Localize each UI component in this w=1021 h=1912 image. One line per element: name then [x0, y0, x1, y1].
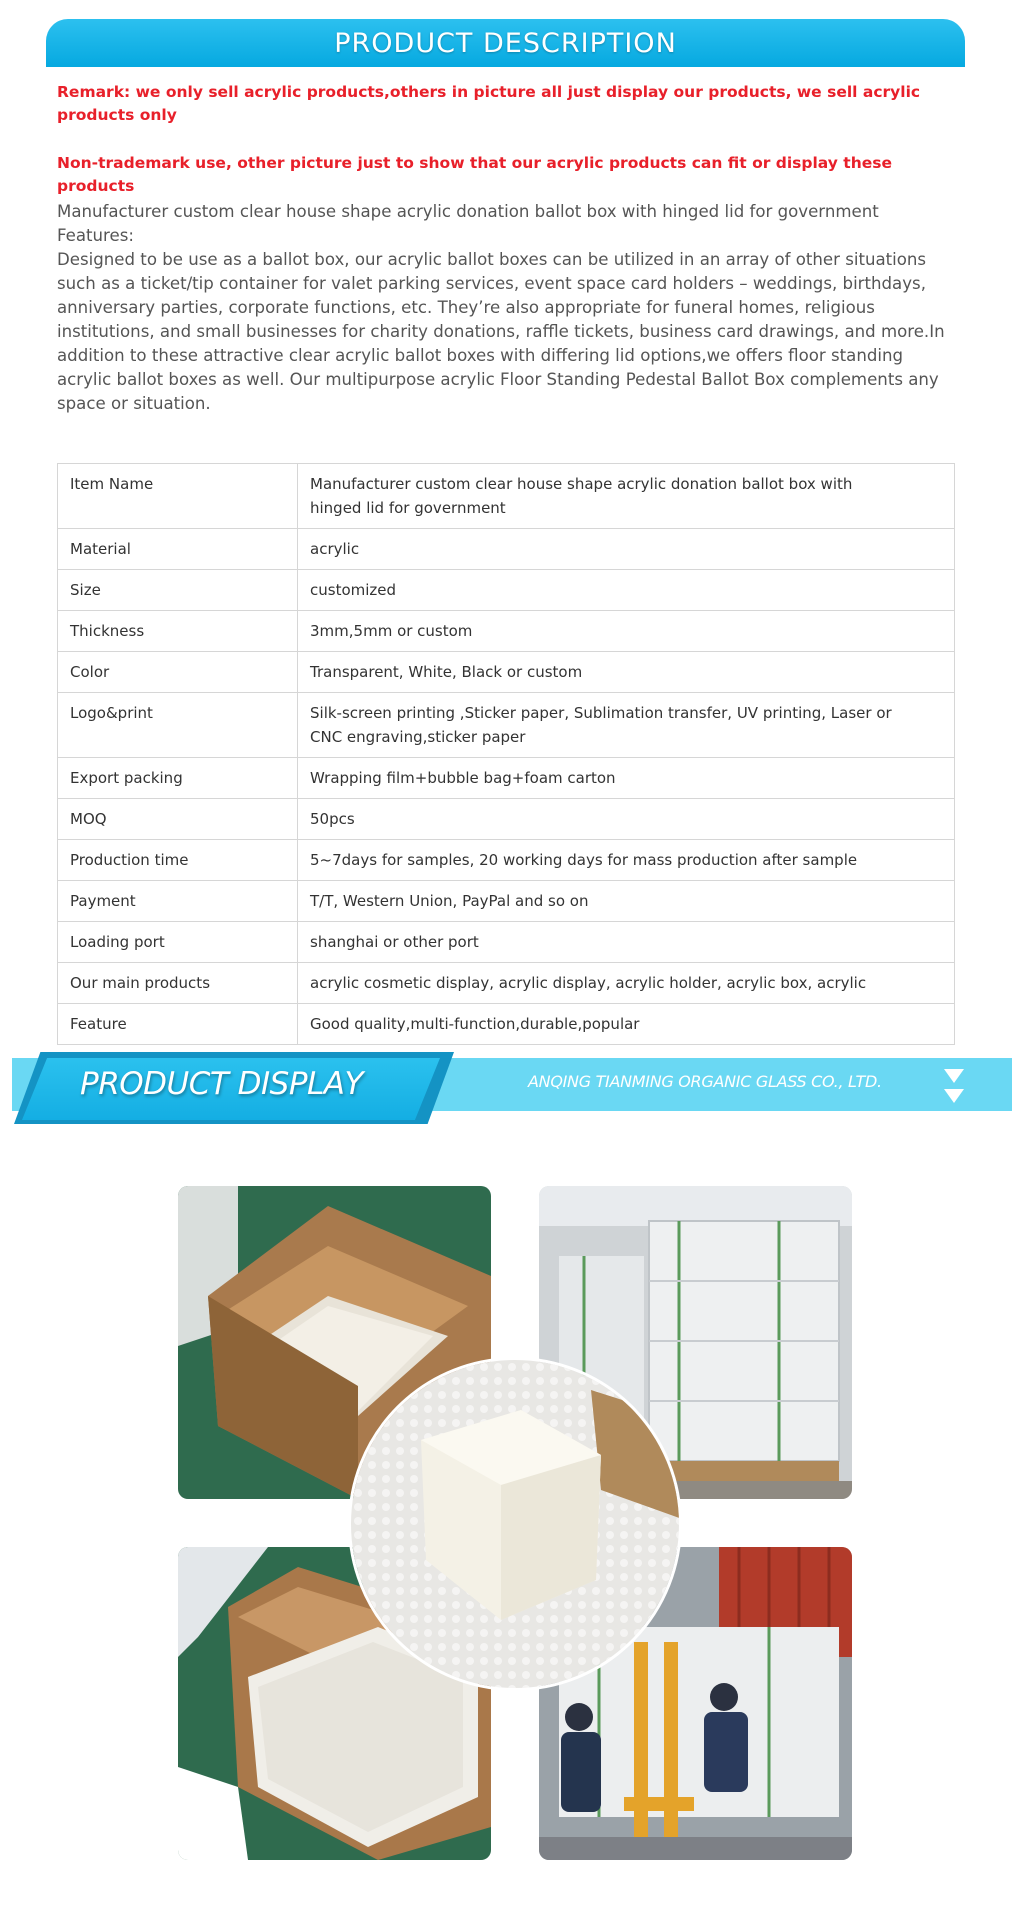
- table-row: [58, 799, 955, 840]
- description-title: PRODUCT DESCRIPTION: [334, 27, 677, 59]
- spec-key: Feature: [58, 1004, 298, 1045]
- display-title: PRODUCT DISPLAY: [80, 1066, 363, 1102]
- remark-text: Remark: we only sell acrylic products,others in picture all just display our products, we sell acrylic products only: [57, 83, 921, 124]
- spec-value: 3mm,5mm or custom: [298, 611, 955, 652]
- table-row: [58, 464, 955, 529]
- table-row: [58, 652, 955, 693]
- spec-key: MOQ: [58, 799, 298, 840]
- bubble-wrapped-box-photo: [348, 1357, 682, 1691]
- spec-key: Logo&print: [58, 693, 298, 758]
- spec-value: T/T, Western Union, PayPal and so on: [298, 881, 955, 922]
- table-row: [58, 529, 955, 570]
- spec-key: Size: [58, 570, 298, 611]
- spec-value: customized: [298, 570, 955, 611]
- product-display-banner: [0, 1052, 1021, 1124]
- table-row: [58, 881, 955, 922]
- intro-body: Designed to be use as a ballot box, our acrylic ballot boxes can be utilized in an array of other situations such as a ticket/tip container for valet parking services, event space card holders – weddings, birthdays, anniversary parties, corporate functions, etc. They’re also appropriate for funeral homes, religious institutions, and small businesses for charity donations, raffle tickets, business card drawings, and more.In addition to these attractive clear acrylic ballot boxes with differing lid options,we offers floor standing acrylic ballot boxes as well. Our multipurpose acrylic Floor Standing Pedestal Ballot Box complements any space or situation.: [57, 250, 945, 413]
- table-row: [58, 1004, 955, 1045]
- spec-value: 50pcs: [298, 799, 955, 840]
- spec-key: Export packing: [58, 758, 298, 799]
- spec-table: [57, 463, 955, 1045]
- spec-value: acrylic cosmetic display, acrylic display, acrylic holder, acrylic box, acrylic: [298, 963, 955, 1004]
- table-row: [58, 840, 955, 881]
- table-row: [58, 758, 955, 799]
- table-row: [58, 693, 955, 758]
- spec-key: Our main products: [58, 963, 298, 1004]
- spec-key: Production time: [58, 840, 298, 881]
- spec-value: 5~7days for samples, 20 working days for mass production after sample: [298, 840, 955, 881]
- description-header: [46, 19, 965, 67]
- spec-value: Silk-screen printing ,Sticker paper, Sublimation transfer, UV printing, Laser or CNC engraving,sticker paper: [298, 693, 955, 758]
- spec-value: Wrapping film+bubble bag+foam carton: [298, 758, 955, 799]
- table-row: [58, 922, 955, 963]
- company-name: ANQING TIANMING ORGANIC GLASS CO., LTD.: [528, 1072, 882, 1091]
- product-intro: [57, 200, 957, 416]
- intro-title: Manufacturer custom clear house shape acrylic donation ballot box with hinged lid for government: [57, 202, 879, 221]
- spec-key: Color: [58, 652, 298, 693]
- spec-key: Material: [58, 529, 298, 570]
- spec-key: Item Name: [58, 464, 298, 529]
- spec-key: Payment: [58, 881, 298, 922]
- table-row: [58, 570, 955, 611]
- spec-value: shanghai or other port: [298, 922, 955, 963]
- table-row: [58, 963, 955, 1004]
- trademark-notice: Non-trademark use, other picture just to show that our acrylic products can fit or display these products: [57, 154, 892, 195]
- spec-key: Thickness: [58, 611, 298, 652]
- spec-value: Good quality,multi-function,durable,popular: [298, 1004, 955, 1045]
- spec-key: Loading port: [58, 922, 298, 963]
- table-row: [58, 611, 955, 652]
- spec-value: Manufacturer custom clear house shape acrylic donation ballot box with hinged lid for government: [298, 464, 955, 529]
- spec-value: acrylic: [298, 529, 955, 570]
- spec-value: Transparent, White, Black or custom: [298, 652, 955, 693]
- double-chevron-down-icon: [942, 1067, 966, 1107]
- features-label: Features:: [57, 226, 134, 245]
